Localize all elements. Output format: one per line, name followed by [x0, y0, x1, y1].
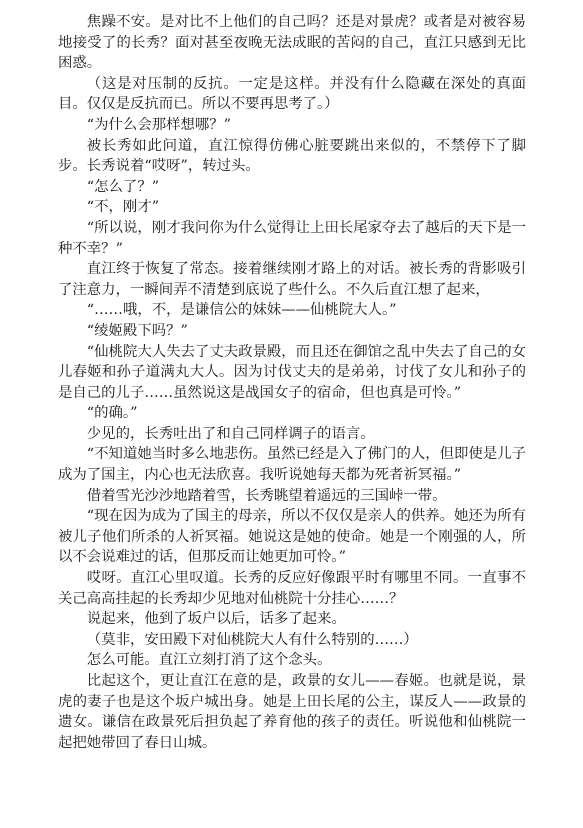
- paragraph: “所以说，刚才我问你为什么觉得让上田长尾家夺去了越后的天下是一种不幸？”: [58, 219, 526, 257]
- paragraph: “仙桃院大人失去了丈夫政景殿，而且还在御馆之乱中失去了自己的女儿春姬和孙子道满丸大人。因为讨伐丈夫的是弟弟，讨伐了女儿和孙子的是自己的儿子……虽然说这是战国女子的宿命，但也真是可怜。”: [58, 343, 526, 401]
- paragraph: “现在因为成为了国主的母亲，所以不仅仅是亲人的供养。她还为所有被儿子他们所杀的人祈冥福。她说这是她的使命。她是一个刚强的人，所以不会说难过的话，但那反而让她更加可怜。”: [58, 508, 526, 566]
- paragraph: “的确。”: [86, 405, 138, 422]
- paragraph: （莫非，安田殿下对仙桃院大人有什么特别的……）: [86, 631, 418, 648]
- paragraph: （这是对压制的反抗。一定是这样。并没有什么隐藏在深处的真面目。仅仅是反抗而已。所以不要再思考了。）: [58, 75, 526, 113]
- paragraph: “不，刚才”: [86, 199, 160, 216]
- document-page: [58, 12, 526, 753]
- paragraph: 少见的，长秀吐出了和自己同样调子的语言。: [86, 425, 375, 442]
- paragraph: 被长秀如此问道，直江惊得仿佛心脏要跳出来似的，不禁停下了脚步。长秀说着“哎呀”，转过头。: [58, 137, 526, 175]
- paragraph: “为什么会那样想哪？”: [86, 116, 232, 133]
- paragraph: “绫姬殿下吗？”: [86, 322, 188, 339]
- paragraph: 借着雪光沙沙地踏着雪，长秀眺望着遥远的三国峠一带。: [86, 487, 447, 504]
- paragraph: “怎么了？”: [86, 178, 160, 195]
- paragraph: 怎么可能。直江立刻打消了这个念头。: [86, 652, 332, 669]
- paragraph: “不知道她当时多么地悲伤。虽然已经是入了佛门的人，但即使是儿子成为了国主，内心也无法欣喜。我听说她每天都为死者祈冥福。”: [58, 446, 526, 484]
- paragraph: 直江终于恢复了常态。接着继续刚才路上的对话。被长秀的背影吸引了注意力，一瞬间弄不清楚到底说了些什么。不久后直江想了起来，: [58, 261, 526, 298]
- paragraph: 比起这个，更让直江在意的是，政景的女儿——春姬。也就是说，景虎的妻子也是这个坂户城出身。她是上田长尾的公主，谋反人——政景的遗女。谦信在政景死后担负起了养育他的孩子的责任。听说他和仙桃院一起把她带回了春日山城。: [58, 673, 526, 751]
- paragraph: 哎呀。直江心里叹道。长秀的反应好像跟平时有哪里不同。一直事不关己高高挂起的长秀却少见地对仙桃院十分挂心……？: [58, 570, 526, 607]
- paragraph: 说起来，他到了坂户以后，话多了起来。: [86, 611, 346, 628]
- paragraph: 焦躁不安。是对比不上他们的自己吗？还是对景虎？或者是对被容易地接受了的长秀？面对甚至夜晚无法成眠的苦闷的自己，直江只感到无比困惑。: [58, 14, 526, 72]
- paragraph: “……哦，不，是谦信公的妹妹——仙桃院大人。”: [86, 302, 397, 319]
